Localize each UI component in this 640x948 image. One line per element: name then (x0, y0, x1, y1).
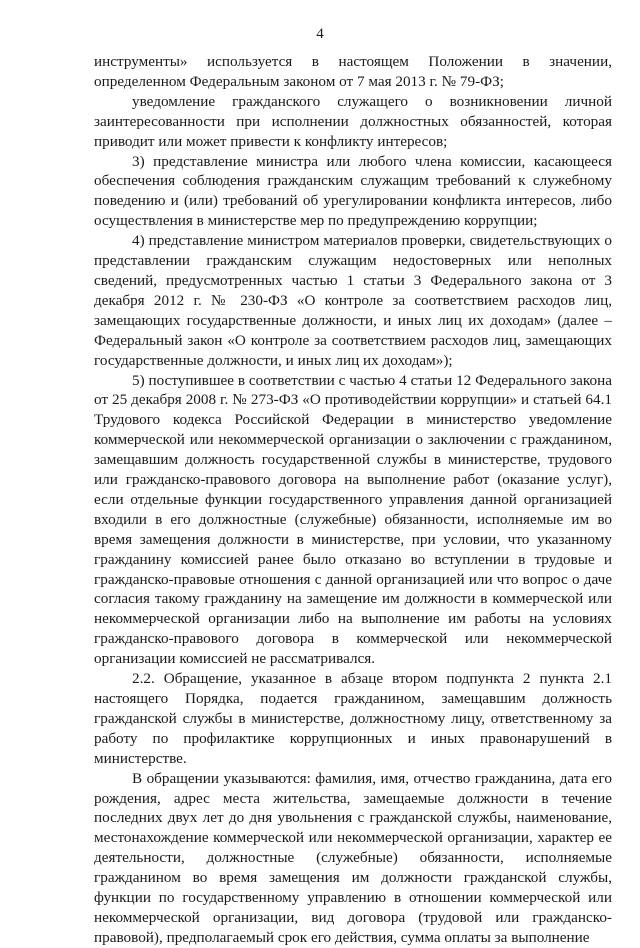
paragraph-item-3: 3) представление министра или любого члена комиссии, касающееся обеспечения соблюдения гражданским служащим требований к служебному поведению и (или) требований об урегулировании конфликта интересов, либо осуществления в министерстве мер по предупреждению коррупции; (94, 152, 612, 230)
paragraph-section-2-2: 2.2. Обращение, указанное в абзаце втором подпункта 2 пункта 2.1 настоящего Порядка, подается гражданином, замещавшим должность гражданской службы в министерстве, должностному лицу, ответственному за работу по профилактике коррупционных и иных правонарушений в министерстве. (94, 670, 612, 767)
paragraph-continuation: инструменты» используется в настоящем Положении в значении, определенном Федеральным законом от 7 мая 2013 г. № 79-ФЗ; (94, 53, 612, 90)
page-number: 4 (316, 26, 324, 42)
paragraph-notification: уведомление гражданского служащего о возникновении личной заинтересованности при исполнении должностных обязанностей, которая приводит или может привести к конфликту интересов; (94, 92, 612, 150)
document-body (94, 52, 612, 948)
paragraph-item-5: 5) поступившее в соответствии с частью 4 статьи 12 Федерального закона от 25 декабря 2008 г. № 273-ФЗ «О противодействии коррупции» и статьей 64.1 Трудового кодекса Российской Федерации в министерство уведомление коммерческой или некоммерческой организации о заключении с гражданином, замещавшим должность государственной службы в министерстве, трудового или гражданско-правового договора на выполнение работ (оказание услуг), если отдельные функции государственного управления данной организацией входили в его должностные (служебные) обязанности, исполняемые им во время замещения должности в министерстве, при условии, что указанному гражданину комиссией ранее было отказано во вступлении в трудовые и гражданско-правовые отношения с данной организацией или что вопрос о даче согласия такому гражданину на замещение им должности в коммерческой или некоммерческой организации либо на выполнение им работы на условиях гражданско-правового договора в коммерческой или некоммерческой организации комиссией не рассматривался. (94, 371, 612, 668)
paragraph-item-4: 4) представление министром материалов проверки, свидетельствующих о представлении гражданским служащим недостоверных или неполных сведений, предусмотренных частью 1 статьи 3 Федерального закона от 3 декабря 2012 г. № 230-ФЗ «О контроле за соответствием расходов лиц, замещающих государственные должности, и иных лиц их доходам» (далее – Федеральный закон «О контроле за соответствием расходов лиц, замещающих государственные должности, и иных лиц их доходам»); (94, 232, 612, 369)
paragraph-appeal-contents: В обращении указываются: фамилия, имя, отчество гражданина, дата его рождения, адрес места жительства, замещаемые должности в течение последних двух лет до дня увольнения с гражданской службы, наименование, местонахождение коммерческой или некоммерческой организации, характер ее деятельности, должностные (служебные) обязанности, исполняемые гражданином во время замещения им должности гражданской службы, функции по государственному управлению в отношении коммерческой или некоммерческой организации, вид договора (трудовой или гражданско-правовой), предполагаемый срок его действия, сумма оплаты за выполнение (94, 769, 612, 946)
